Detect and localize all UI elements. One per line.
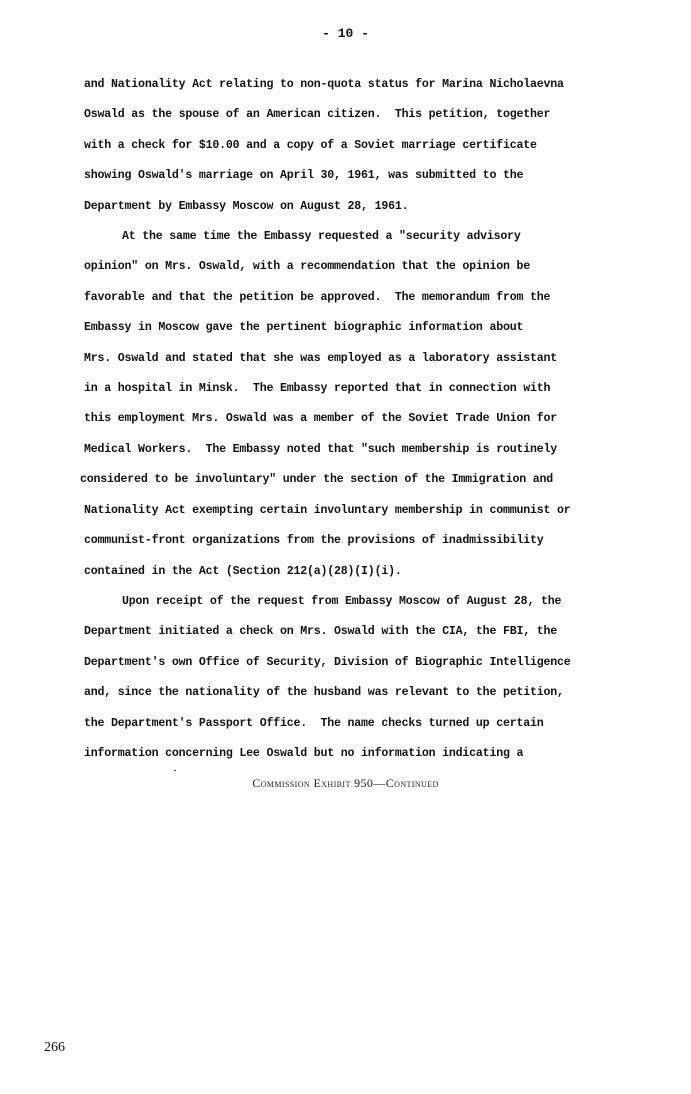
text-line: Embassy in Moscow gave the pertinent biographic information about xyxy=(84,321,524,335)
document-body xyxy=(80,70,644,769)
text-line: considered to be involuntary" under the section of the Immigration and xyxy=(80,473,554,487)
text-line: contained in the Act (Section 212(a)(28)(I)(i). xyxy=(84,564,402,578)
text-line: Department's own Office of Security, Division of Biographic Intelligence xyxy=(84,655,571,669)
text-line: with a check for $10.00 and a copy of a Soviet marriage certificate xyxy=(84,138,537,152)
text-line: Oswald as the spouse of an American citizen. This petition, together xyxy=(84,108,551,122)
paragraph-first-line: At the same time the Embassy requested a "security advisory xyxy=(122,230,521,244)
text-line: in a hospital in Minsk. The Embassy reported that in connection with xyxy=(84,382,551,396)
text-line: Department by Embassy Moscow on August 28, 1961. xyxy=(84,199,409,213)
text-line: showing Oswald's marriage on April 30, 1961, was submitted to the xyxy=(84,169,524,183)
folio-page-number: 266 xyxy=(44,1040,65,1055)
text-line: favorable and that the petition be approved. The memorandum from the xyxy=(84,290,551,304)
text-line: information concerning Lee Oswald but no information indicating a xyxy=(84,746,524,760)
paragraph-first-line: Upon receipt of the request from Embassy Moscow of August 28, the xyxy=(122,594,562,608)
scan-speck xyxy=(174,770,176,771)
text-line: this employment Mrs. Oswald was a member of the Soviet Trade Union for xyxy=(84,412,558,426)
text-line: Medical Workers. The Embassy noted that "such membership is routinely xyxy=(84,442,558,456)
text-line: Mrs. Oswald and stated that she was employed as a laboratory assistant xyxy=(84,351,558,365)
exhibit-caption: Commission Exhibit 950—Continued xyxy=(252,776,439,790)
text-line: opinion" on Mrs. Oswald, with a recommendation that the opinion be xyxy=(84,260,530,274)
page-number-top: - 10 - xyxy=(322,26,369,41)
text-line: Department initiated a check on Mrs. Oswald with the CIA, the FBI, the xyxy=(84,625,558,639)
text-line: the Department's Passport Office. The name checks turned up certain xyxy=(84,716,544,730)
text-line: and, since the nationality of the husband was relevant to the petition, xyxy=(84,686,564,700)
text-line: Nationality Act exempting certain involuntary membership in communist or xyxy=(84,503,571,517)
text-line: communist-front organizations from the provisions of inadmissibility xyxy=(84,534,544,548)
text-line: and Nationality Act relating to non-quota status for Marina Nicholaevna xyxy=(84,78,564,91)
